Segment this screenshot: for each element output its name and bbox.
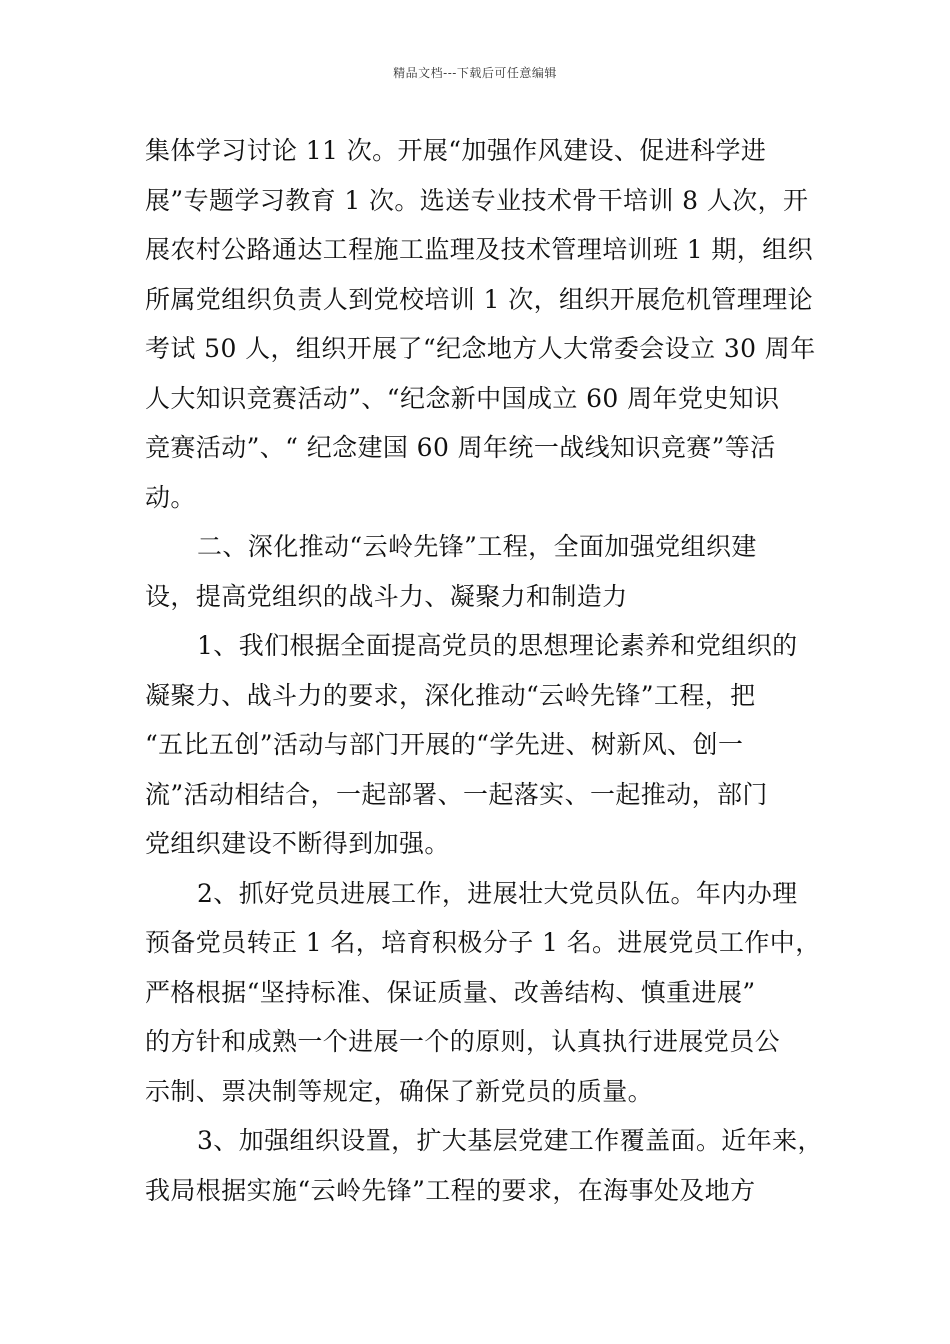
text-line: 集体学习讨论 11 次。开展“加强作风建设、促进科学进 (145, 136, 767, 165)
text-line: 党组织建设不断得到加强。 (145, 829, 450, 858)
text-line: 考试 50 人，组织开展了“纪念地方人大常委会设立 30 周年 (145, 334, 816, 363)
section-heading-line: 二、深化推动“云岭先锋”工程，全面加强党组织建 (197, 532, 757, 561)
text-line: 流”活动相结合，一起部署、一起落实、一起推动，部门 (145, 779, 768, 809)
text-line: 的方针和成熟一个进展一个的原则，认真执行进展党员公 (145, 1027, 781, 1056)
text-line: 动。 (145, 482, 196, 512)
text-line: 我局根据实施“云岭先锋”工程的要求，在海事处及地方 (145, 1175, 756, 1205)
text-line: 严格根据“坚持标准、保证质量、改善结构、慎重进展” (145, 977, 756, 1007)
text-line: 所属党组织负责人到党校培训 1 次，组织开展危机管理理论 (145, 284, 814, 314)
document-body (145, 126, 823, 1215)
paragraph-start-line: 1、我们根据全面提高党员的思想理论素养和党组织的 (197, 631, 798, 660)
text-line: “五比五创”活动与部门开展的“学先进、树新风、创一 (145, 730, 744, 759)
text-line: 人大知识竞赛活动”、“纪念新中国成立 60 周年党史知识 (145, 383, 780, 413)
paragraph-start-line: 2、抓好党员进展工作，进展壮大党员队伍。年内办理 (197, 878, 798, 908)
text-line: 展”专题学习教育 1 次。选送专业技术骨干培训 8 人次，开 (145, 185, 809, 215)
page-header: 精品文档---下载后可任意编辑 (393, 66, 557, 80)
text-line: 展农村公路通达工程施工监理及技术管理培训班 1 期，组织 (145, 235, 814, 264)
text-line: 示制、票决制等规定，确保了新党员的质量。 (145, 1076, 654, 1106)
text-line: 预备党员转正 1 名，培育积极分子 1 名。进展党员工作中， (145, 928, 821, 957)
paragraph-start-line: 3、加强组织设置，扩大基层党建工作覆盖面。近年来， (197, 1126, 823, 1155)
section-heading-line: 设，提高党组织的战斗力、凝聚力和制造力 (145, 581, 628, 611)
text-line: 凝聚力、战斗力的要求，深化推动“云岭先锋”工程，把 (145, 680, 756, 710)
text-line: 竞赛活动”、“ 纪念建国 60 周年统一战线知识竞赛”等活 (145, 433, 776, 462)
